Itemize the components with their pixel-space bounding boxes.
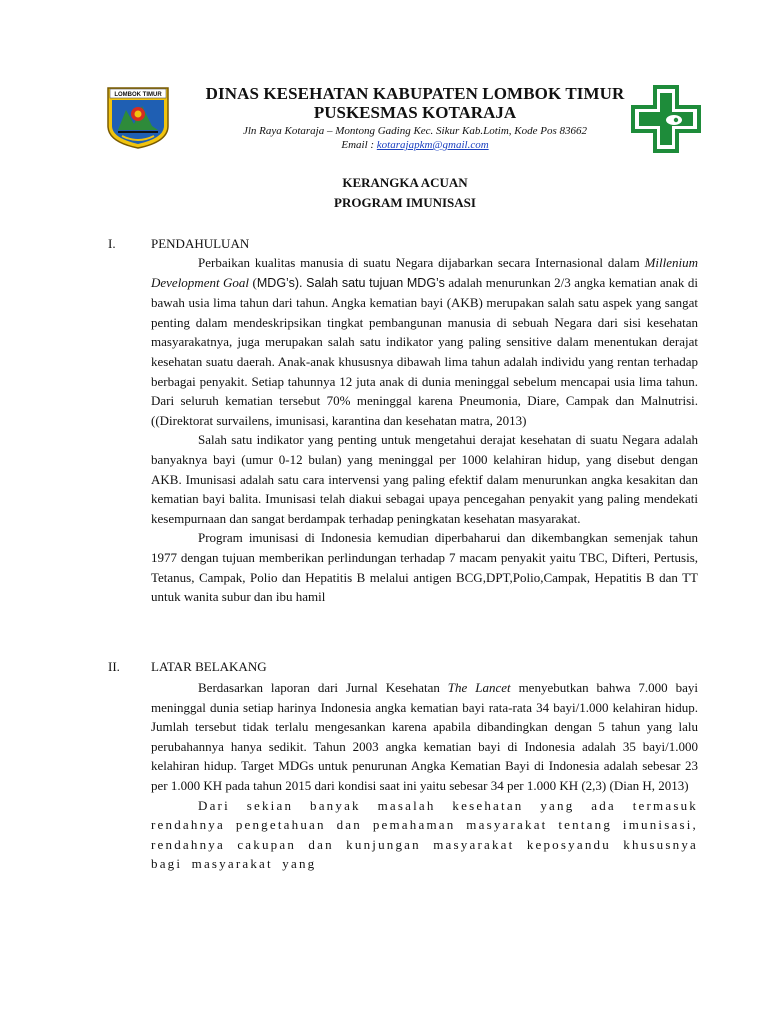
section-2-number: II. [108, 659, 120, 674]
letterhead [190, 84, 640, 152]
letterhead-email-line [190, 138, 640, 152]
lancet-term: The Lancet [447, 680, 511, 695]
email-link[interactable]: kotarajapkm@gmail.com [376, 139, 489, 151]
doc-subtitle: PROGRAM IMUNISASI [334, 195, 476, 210]
letterhead-agency: DINAS KESEHATAN KABUPATEN LOMBOK TIMUR [205, 84, 625, 103]
letterhead-puskesmas: PUSKESMAS KOTARAJA [313, 103, 517, 122]
letterhead-address: Jln Raya Kotaraja – Montong Gading Kec. Sikur Kab.Lotim, Kode Pos 83662 [242, 125, 588, 137]
email-label: Email : [341, 139, 377, 151]
doc-title: KERANGKA ACUAN [342, 175, 468, 190]
section-1-paragraph-3: Program imunisasi di Indonesia kemudian diperbaharui dan dikembangkan semenjak tahun 1977 dengan tujuan memberikan perlindungan terhadap 7 macam penyakit yaitu TBC, Difteri, Pertusis, Tetanus, Campak, Polio dan Hepatitis B melalui antigen BCG,DPT,Polio,Campak, Hepatitis B dan TT untuk wanita subur dan ibu hamil [151, 530, 698, 605]
mdg-term: Millenium Development Goal [151, 255, 698, 290]
section-1-body [151, 253, 698, 607]
logo-left-caption: LOMBOK TIMUR [114, 92, 162, 98]
puskesmas-green-cross-logo [630, 84, 702, 154]
section-1-paragraph-2: Salah satu indikator yang penting untuk mengetahui derajat kesehatan di suatu Negara adalah banyaknya bayi (umur 0-12 bulan) yang meninggal per 1000 kelahiran hidup, yang disebut dengan AKB. Imunisasi adalah satu cara intervensi yang paling efektif dalam menurunkan angka kesakitan dan kematian bayi balita. Imunisasi telah diakui sebagai upaya pencegahan penyakit yang paling mendekati kesempurnaan dan sangat berdampak terhadap peningkatan kesehatan masyarakat. [151, 432, 698, 526]
section-2-body [151, 678, 698, 874]
section-2-paragraph-2: Dari sekian banyak masalah kesehatan yang ada termasuk rendahnya pengetahuan dan pemahaman masyarakat tentang imunisasi, rendahnya cakupan dan kunjungan masyarakat keposyandu khususnya bagi masyarakat yang [151, 797, 698, 872]
section-1-paragraph-1: Perbaikan kualitas manusia di suatu Negara dijabarkan secara Internasional dalam Millenium Development Goal (MDG’s). Salah satu tujuan MDG’s adalah menurunkan 2/3 angka kematian anak di bawah usia lima tahun dari tahun. Angka kematian bayi (AKB) merupakan salah satu aspek yang sangat penting dalam mendeskripsikan tingkat pembangunan manusia di sebuah Negara dari sisi kesehatan masyarakatnya, juga merupakan salah satu indikator yang paling sensitive dalam menentukan derajat kesehatan suatu daerah. Anak-anak khususnya dibawah lima tahun adalah individu yang rentan terhadap berbagai penyakit. Setiap tahunnya 12 juta anak di dunia meninggal sebelum mencapai usia lima tahun. Dari seluruh kematian tersebut 70% meninggal karena Pneumonia, Diare, Campak dan Malnutrisi. ((Direktorat survailens, imunisasi, karantina dan kesehatan matra, 2013) [151, 255, 698, 428]
section-1-number: I. [108, 236, 116, 251]
lombok-timur-emblem-logo [104, 86, 172, 150]
section-1-heading: PENDAHULUAN [151, 236, 250, 251]
section-2-heading: LATAR BELAKANG [151, 659, 267, 674]
section-2-paragraph-1: Berdasarkan laporan dari Jurnal Kesehatan The Lancet menyebutkan bahwa 7.000 bayi meninggal dunia setiap harinya Indonesia angka kematian bayi rata-rata 34 bayi/1.000 kelahiran hidup. Jumlah tersebut tidak terlalu mengesankan karena apabila dibandingkan dengan 5 tahun yang lalu perubahannya hanya sedikit. Tahun 2003 angka kematian bayi di Indonesia adalah 35 bayi/1.000 kelahiran hidup. Target MDGs untuk penurunan Angka Kematian Bayi di Indonesia adalah sebesar 23 per 1.000 KH pada tahun 2015 dari kondisi saat ini yaitu sebesar 34 per 1.000 KH (2,3) (Dian H, 2013) [151, 680, 698, 793]
